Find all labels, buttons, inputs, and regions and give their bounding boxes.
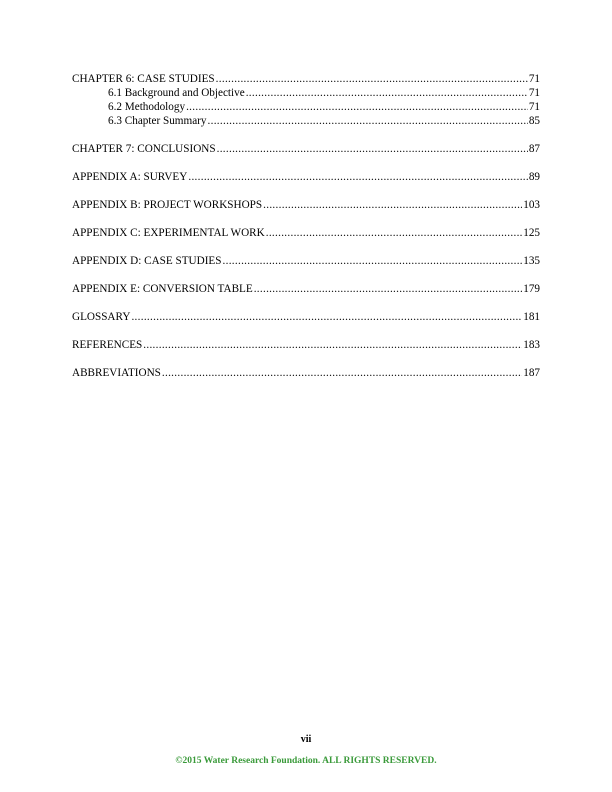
toc-entry-page: 89 bbox=[528, 171, 540, 183]
toc-entry-page: 85 bbox=[528, 115, 540, 127]
dot-leader bbox=[217, 142, 528, 156]
toc-entry-label: REFERENCES bbox=[72, 339, 143, 351]
dot-leader bbox=[216, 72, 528, 86]
toc-entry-page: 71 bbox=[528, 73, 540, 85]
toc-entry-page: 183 bbox=[523, 339, 540, 351]
toc-entry-page: 135 bbox=[523, 255, 540, 267]
dot-leader bbox=[246, 86, 528, 100]
toc-entry-label: APPENDIX C: EXPERIMENTAL WORK bbox=[72, 227, 265, 239]
toc-entry-page: 71 bbox=[528, 101, 540, 113]
toc-entry-chapter-7[interactable] bbox=[72, 142, 540, 156]
toc-entry-chapter-6[interactable] bbox=[72, 72, 540, 86]
toc-entry-appendix-b[interactable] bbox=[72, 198, 540, 212]
toc-entry-page: 71 bbox=[528, 87, 540, 99]
dot-leader bbox=[254, 282, 523, 296]
toc-entry-6-1[interactable] bbox=[72, 86, 540, 100]
toc-entry-label: 6.3 Chapter Summary bbox=[108, 115, 207, 127]
toc-entry-label: APPENDIX E: CONVERSION TABLE bbox=[72, 283, 253, 295]
toc-entry-page: 181 bbox=[523, 311, 540, 323]
toc-entry-appendix-d[interactable] bbox=[72, 254, 540, 268]
copyright-notice: ©2015 Water Research Foundation. ALL RIGHTS RESERVED. bbox=[175, 756, 437, 766]
toc-entry-label: 6.1 Background and Objective bbox=[108, 87, 245, 99]
toc-entry-appendix-c[interactable] bbox=[72, 226, 540, 240]
table-of-contents bbox=[72, 72, 540, 380]
toc-entry-label: APPENDIX B: PROJECT WORKSHOPS bbox=[72, 199, 263, 211]
toc-entry-page: 125 bbox=[523, 227, 540, 239]
toc-entry-label: GLOSSARY bbox=[72, 311, 131, 323]
toc-entry-label: CHAPTER 7: CONCLUSIONS bbox=[72, 143, 216, 155]
toc-entry-abbreviations[interactable] bbox=[72, 366, 540, 380]
toc-entry-appendix-a[interactable] bbox=[72, 170, 540, 184]
toc-entry-references[interactable] bbox=[72, 338, 540, 352]
dot-leader bbox=[263, 198, 522, 212]
dot-leader bbox=[208, 114, 528, 128]
toc-entry-glossary[interactable] bbox=[72, 310, 540, 324]
dot-leader bbox=[186, 100, 528, 114]
dot-leader bbox=[162, 366, 522, 380]
toc-entry-label: APPENDIX D: CASE STUDIES bbox=[72, 255, 222, 267]
toc-entry-appendix-e[interactable] bbox=[72, 282, 540, 296]
dot-leader bbox=[223, 254, 523, 268]
toc-entry-6-2[interactable] bbox=[72, 100, 540, 114]
toc-entry-label: 6.2 Methodology bbox=[108, 101, 186, 113]
dot-leader bbox=[131, 310, 522, 324]
toc-entry-page: 187 bbox=[523, 367, 540, 379]
dot-leader bbox=[266, 226, 523, 240]
toc-entry-page: 179 bbox=[523, 283, 540, 295]
toc-entry-6-3[interactable] bbox=[72, 114, 540, 128]
toc-entry-page: 103 bbox=[523, 199, 540, 211]
toc-entry-label: CHAPTER 6: CASE STUDIES bbox=[72, 73, 215, 85]
page-number: vii bbox=[300, 734, 312, 745]
toc-entry-label: APPENDIX A: SURVEY bbox=[72, 171, 188, 183]
toc-entry-label: ABBREVIATIONS bbox=[72, 367, 161, 379]
dot-leader bbox=[143, 338, 522, 352]
dot-leader bbox=[188, 170, 527, 184]
toc-entry-page: 87 bbox=[528, 143, 540, 155]
